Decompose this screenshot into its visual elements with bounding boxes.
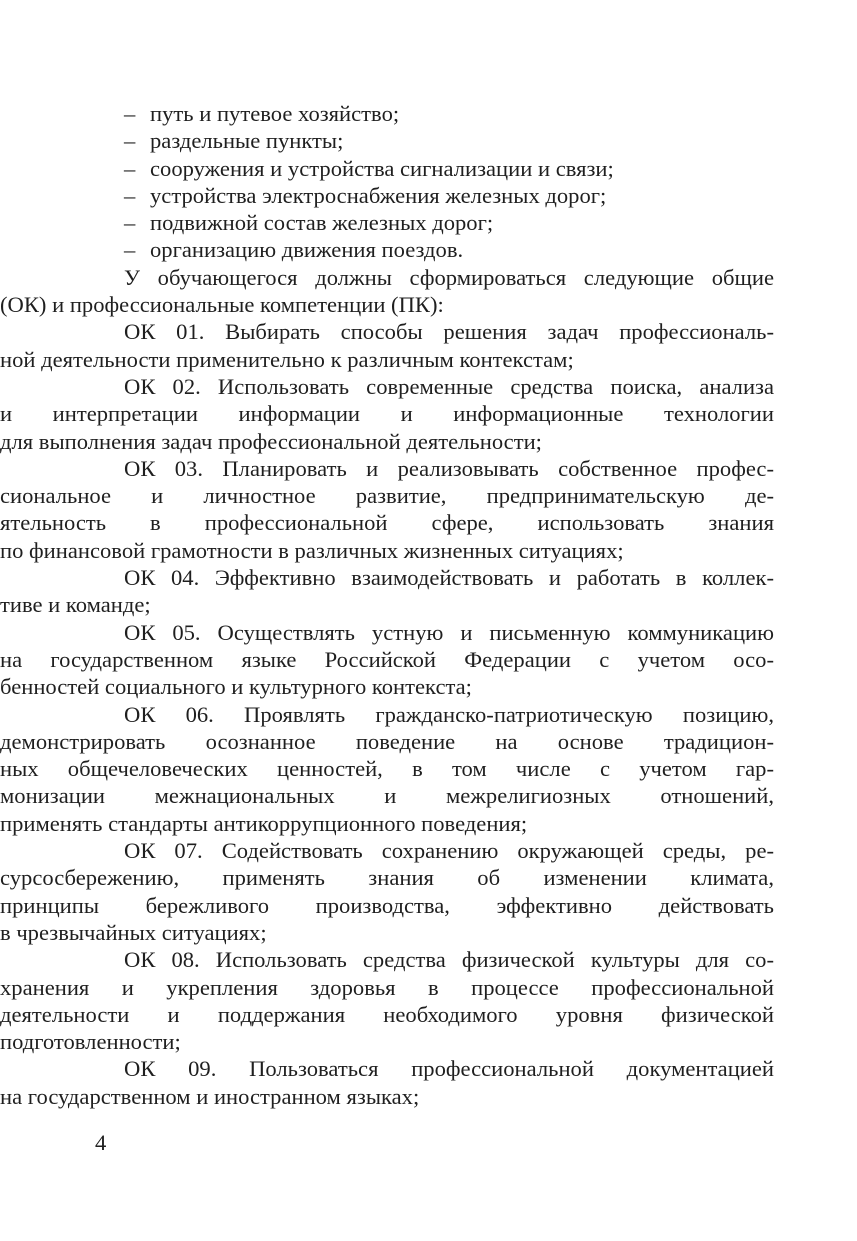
list-item (124, 209, 774, 236)
list-item (124, 236, 774, 263)
paragraph-ok05 (0, 619, 774, 701)
list-item (124, 127, 774, 154)
paragraph-line: принципы бережливого производства, эффективно действовать (0, 892, 774, 918)
body-text (0, 100, 774, 1110)
paragraph-line: на государственном языке Российской Федерации с учетом осо- (0, 646, 774, 672)
paragraph-ok03 (0, 455, 774, 564)
paragraph-ok04 (0, 564, 774, 619)
paragraph-line: ОК 07. Содействовать сохранению окружающей среды, ре- (124, 838, 774, 864)
paragraph-line: ОК 05. Осуществлять устную и письменную коммуникацию (124, 619, 774, 645)
dash-bullet: – (124, 155, 136, 181)
paragraph-line: ОК 03. Планировать и реализовывать собственное профес- (124, 455, 774, 481)
list-item-text: устройства электроснабжения железных дорог; (150, 182, 607, 208)
list-item (124, 182, 774, 209)
bullet-list (124, 100, 774, 264)
paragraph-line: сиональное и личностное развитие, предпринимательскую де- (0, 483, 774, 509)
dash-bullet: – (124, 210, 136, 236)
paragraph-line: (ОК) и профессиональные компетенции (ПК): (0, 292, 444, 318)
paragraph-line: ятельность в профессиональной сфере, использовать знания (0, 510, 774, 536)
paragraph-line: тиве и команде; (0, 592, 151, 618)
paragraph-line: хранения и укрепления здоровья в процессе профессиональной (0, 974, 774, 1000)
paragraph-line: на государственном и иностранном языках; (0, 1083, 420, 1109)
list-item-text: раздельные пункты; (150, 128, 344, 154)
paragraph-ok09 (0, 1055, 774, 1110)
paragraph-line: ОК 09. Пользоваться профессиональной документацией (124, 1056, 774, 1082)
paragraph-line: в чрезвычайных ситуациях; (0, 919, 267, 945)
list-item-text: подвижной состав железных дорог; (150, 210, 494, 236)
paragraph-line: для выполнения задач профессиональной деятельности; (0, 428, 542, 454)
paragraph-intro (0, 264, 774, 319)
paragraph-line: монизации межнациональных и межрелигиозных отношений, (0, 783, 774, 809)
paragraph-ok07 (0, 837, 774, 946)
dash-bullet: – (124, 101, 136, 126)
page-number: 4 (95, 1130, 107, 1155)
paragraph-line: бенностей социального и культурного контекста; (0, 674, 472, 700)
dash-bullet: – (124, 128, 136, 154)
paragraph-line: ОК 06. Проявлять гражданско-патриотическую позицию, (124, 701, 774, 727)
paragraph-line: по финансовой грамотности в различных жизненных ситуациях; (0, 537, 624, 563)
paragraph-ok01 (0, 318, 774, 373)
paragraph-ok06 (0, 701, 774, 837)
paragraph-line: подготовленности; (0, 1029, 181, 1055)
paragraph-line: деятельности и поддержания необходимого уровня физической (0, 1001, 774, 1027)
paragraph-line: сурсосбережению, применять знания об изменении климата, (0, 865, 774, 891)
list-item-text: путь и путевое хозяйство; (150, 101, 400, 126)
list-item-text: организацию движения поездов. (150, 237, 464, 263)
paragraph-ok02 (0, 373, 774, 455)
dash-bullet: – (124, 182, 136, 208)
paragraph-line: У обучающегося должны сформироваться следующие общие (124, 264, 774, 290)
paragraph-line: применять стандарты антикоррупционного поведения; (0, 810, 528, 836)
paragraph-ok08 (0, 946, 774, 1055)
paragraph-line: ной деятельности применительно к различным контекстам; (0, 346, 574, 372)
paragraph-line: ОК 01. Выбирать способы решения задач профессиональ- (124, 319, 774, 345)
list-item (124, 100, 774, 127)
paragraph-line: ных общечеловеческих ценностей, в том числе с учетом гар- (0, 756, 774, 782)
paragraph-line: и интерпретации информации и информационные технологии (0, 401, 774, 427)
paragraph-line: ОК 04. Эффективно взаимодействовать и работать в коллек- (124, 565, 774, 591)
list-item (124, 155, 774, 182)
paragraph-line: ОК 08. Использовать средства физической культуры для со- (124, 947, 774, 973)
paragraph-line: демонстрировать осознанное поведение на основе традицион- (0, 728, 774, 754)
list-item-text: сооружения и устройства сигнализации и связи; (150, 155, 614, 181)
paragraph-line: ОК 02. Использовать современные средства поиска, анализа (124, 373, 774, 399)
dash-bullet: – (124, 237, 136, 263)
